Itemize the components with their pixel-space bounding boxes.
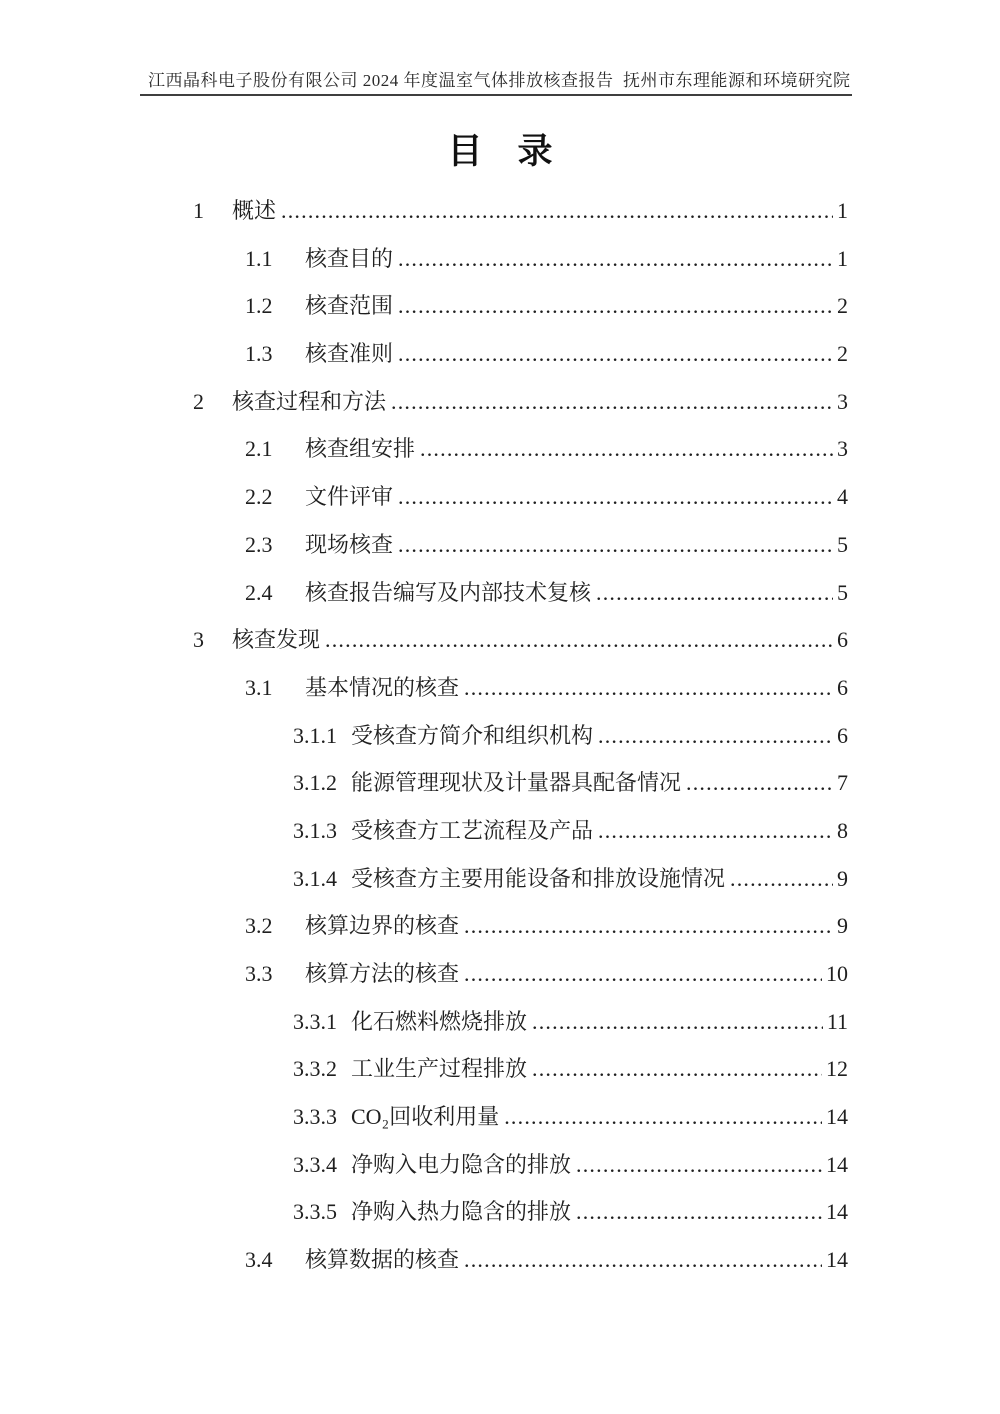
toc-entry [293, 807, 848, 855]
dot-leader [532, 1045, 822, 1093]
entry-page-number: 5 [837, 579, 848, 605]
dot-leader [398, 473, 833, 521]
entry-number: 2.3 [245, 531, 273, 557]
dot-leader [325, 616, 833, 664]
toc-entry [245, 569, 848, 617]
entry-label: 核查报告编写及内部技术复核 [305, 579, 592, 605]
dot-leader [532, 998, 823, 1046]
dot-leader [730, 855, 833, 903]
entry-page-number: 14 [826, 1199, 848, 1225]
entry-number: 3 [193, 627, 204, 653]
dot-leader [420, 425, 833, 473]
entry-number: 3.3.4 [293, 1151, 337, 1177]
entry-number: 3.3.1 [293, 1008, 337, 1034]
entry-number: 1.1 [245, 245, 273, 271]
dot-leader [598, 807, 833, 855]
entry-page-number: 10 [826, 961, 848, 986]
entry-page-number: 5 [837, 531, 848, 557]
entry-page-number: 14 [826, 1247, 848, 1273]
dot-leader [398, 521, 833, 569]
dot-leader [504, 1093, 822, 1141]
entry-page-number: 7 [837, 770, 848, 796]
entry-label: 核算数据的核查 [305, 1247, 460, 1273]
entry-page-number: 3 [837, 436, 848, 462]
entry-label: CO₂回收利用量 [351, 1104, 500, 1130]
toc-entry [245, 664, 848, 712]
entry-label: 核查发现 [232, 627, 321, 653]
entry-page-number: 12 [826, 1056, 848, 1082]
toc-list [100, 187, 848, 1284]
entry-number: 2.1 [245, 436, 273, 462]
entry-number: 3.4 [245, 1247, 273, 1273]
entry-label: 现场核查 [305, 531, 394, 557]
entry-page-number: 11 [826, 1008, 848, 1034]
dot-leader [464, 950, 822, 998]
toc-entry [245, 902, 848, 950]
dot-leader [598, 712, 833, 760]
entry-number: 3.1.1 [293, 722, 337, 748]
entry-label: 工业生产过程排放 [351, 1056, 528, 1082]
toc-entry [193, 378, 848, 426]
entry-label: 文件评审 [305, 484, 394, 510]
entry-label: 基本情况的核查 [305, 674, 460, 700]
entry-number: 2.2 [245, 484, 273, 510]
entry-page-number: 3 [837, 388, 848, 414]
entry-page-number: 1 [837, 198, 848, 223]
entry-number: 3.3.3 [293, 1104, 337, 1130]
toc-entry [245, 235, 848, 283]
entry-label: 受核查方简介和组织机构 [351, 722, 594, 748]
dot-leader [398, 282, 833, 330]
entry-page-number: 6 [837, 722, 848, 748]
entry-label: 受核查方工艺流程及产品 [351, 817, 594, 843]
toc-entry [293, 712, 848, 760]
dot-leader [596, 569, 833, 617]
dot-leader [391, 378, 833, 426]
dot-leader [464, 664, 833, 712]
entry-page-number: 4 [837, 484, 848, 510]
entry-number: 2.4 [245, 579, 273, 605]
entry-label: 核算边界的核查 [305, 913, 460, 939]
entry-page-number: 1 [837, 245, 848, 271]
dot-leader [464, 1236, 822, 1284]
entry-number: 1.2 [245, 293, 273, 319]
toc-entry [293, 759, 848, 807]
toc-entry [293, 855, 848, 903]
entry-label: 受核查方主要用能设备和排放设施情况 [351, 865, 726, 891]
toc-entry [245, 950, 848, 998]
entry-page-number: 14 [826, 1104, 848, 1130]
entry-page-number: 6 [837, 627, 848, 653]
page-title: 目 录 [447, 132, 553, 171]
entry-label: 核查目的 [305, 245, 394, 271]
entry-number: 3.1.4 [293, 865, 337, 891]
toc-entry [293, 1141, 848, 1189]
entry-label: 净购入热力隐含的排放 [351, 1199, 572, 1225]
dot-leader [398, 235, 833, 283]
toc-entry [193, 616, 848, 664]
entry-number: 1 [193, 198, 204, 223]
entry-number: 3.3.5 [293, 1199, 337, 1225]
entry-label: 核查过程和方法 [232, 388, 387, 414]
toc-entry [293, 1188, 848, 1236]
entry-number: 2 [193, 388, 204, 414]
entry-label: 能源管理现状及计量器具配备情况 [351, 770, 682, 796]
dot-leader [398, 330, 833, 378]
dot-leader [464, 902, 833, 950]
entry-number: 3.1.3 [293, 817, 337, 843]
toc-entry [245, 330, 848, 378]
dot-leader [281, 187, 833, 235]
entry-page-number: 9 [837, 865, 848, 891]
entry-page-number: 8 [837, 817, 848, 843]
entry-label: 核查范围 [305, 293, 394, 319]
dot-leader [576, 1141, 822, 1189]
toc-entry [293, 998, 848, 1046]
entry-page-number: 14 [826, 1151, 848, 1177]
entry-page-number: 2 [837, 293, 848, 319]
dot-leader [576, 1188, 822, 1236]
entry-label: 核查组安排 [305, 436, 416, 462]
dot-leader [686, 759, 833, 807]
entry-number: 3.2 [245, 913, 273, 939]
entry-number: 3.1 [245, 674, 273, 700]
toc-entry [293, 1093, 848, 1141]
toc-entry [245, 1236, 848, 1284]
toc-entry [193, 187, 848, 235]
running-header: 江西晶科电子股份有限公司 2024 年度温室气体排放核查报告 抚州市东理能源和环境研究院 [148, 71, 851, 90]
entry-page-number: 2 [837, 341, 848, 367]
entry-page-number: 6 [837, 674, 848, 700]
entry-number: 3.1.2 [293, 770, 337, 796]
toc-entry [245, 473, 848, 521]
entry-number: 3.3 [245, 961, 273, 986]
entry-number: 3.3.2 [293, 1056, 337, 1082]
entry-label: 概述 [232, 198, 277, 223]
toc-entry [245, 425, 848, 473]
toc-entry [245, 282, 848, 330]
header-divider [140, 94, 852, 96]
toc-entry [293, 1045, 848, 1093]
entry-number: 1.3 [245, 341, 273, 367]
entry-page-number: 9 [837, 913, 848, 939]
toc-entry [245, 521, 848, 569]
entry-label: 净购入电力隐含的排放 [351, 1151, 572, 1177]
entry-label: 核算方法的核查 [305, 961, 460, 986]
entry-label: 核查准则 [305, 341, 394, 367]
entry-label: 化石燃料燃烧排放 [351, 1008, 528, 1034]
